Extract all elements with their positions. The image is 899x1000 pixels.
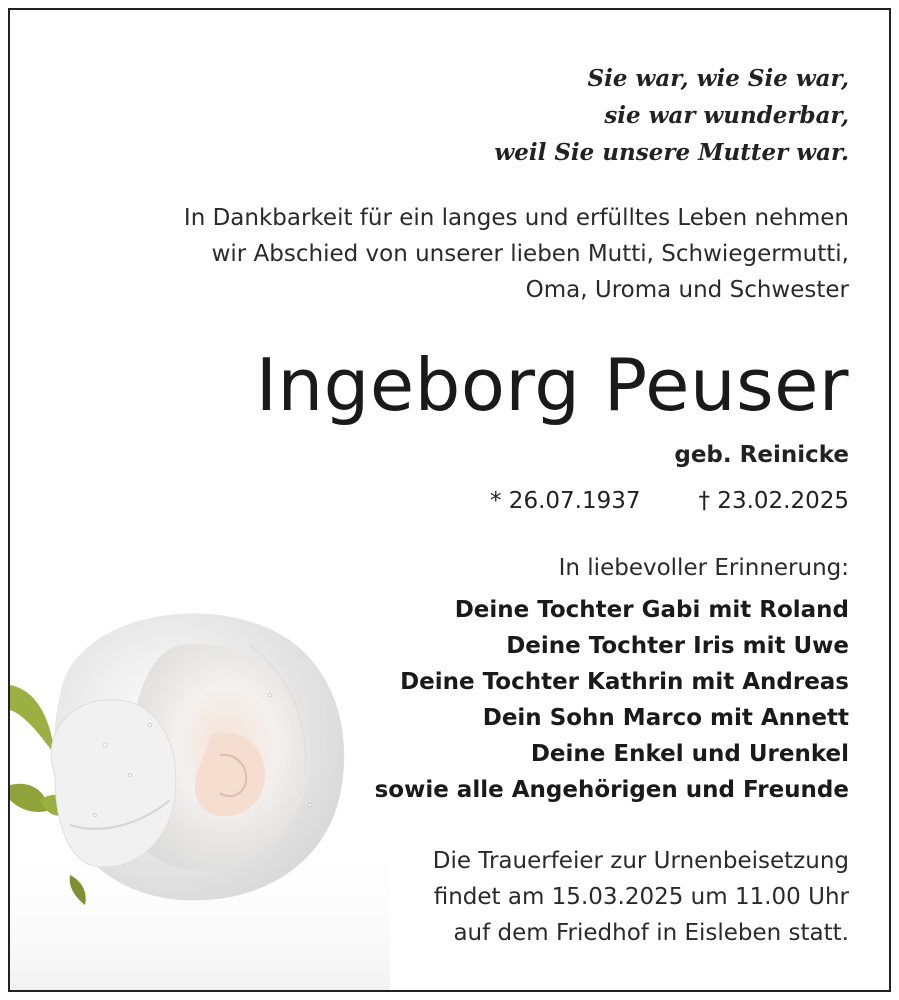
white-rose-icon: [10, 585, 390, 990]
intro-text: [184, 200, 849, 308]
mourner-line: Deine Tochter Gabi mit Roland: [454, 597, 849, 623]
mourner-line: sowie alle Angehörigen und Freunde: [374, 777, 849, 803]
funeral-line: auf dem Friedhof in Eisleben statt.: [453, 920, 849, 946]
mourner-line: Dein Sohn Marco mit Annett: [482, 705, 849, 731]
death-date: † 23.02.2025: [698, 488, 849, 514]
deceased-name: Ingeborg Peuser: [255, 343, 849, 427]
poem-line: weil Sie unsere Mutter war.: [494, 139, 849, 166]
funeral-info: [433, 843, 849, 951]
obituary-card: [8, 8, 891, 992]
memory-intro: In liebevoller Erinnerung:: [558, 555, 849, 581]
funeral-line: findet am 15.03.2025 um 11.00 Uhr: [433, 884, 849, 910]
poem-line: Sie war, wie Sie war,: [587, 65, 849, 92]
intro-line: In Dankbarkeit für ein langes und erfülltes Leben nehmen: [183, 205, 849, 231]
maiden-name: geb. Reinicke: [674, 442, 849, 468]
poem: [494, 60, 849, 171]
life-dates: [490, 488, 849, 514]
mourners-list: [375, 592, 849, 808]
mourner-line: Deine Tochter Iris mit Uwe: [506, 633, 849, 659]
poem-line: sie war wunderbar,: [604, 102, 849, 129]
funeral-line: Die Trauerfeier zur Urnenbeisetzung: [432, 848, 849, 874]
intro-line: wir Abschied von unserer lieben Mutti, Schwiegermutti,: [211, 241, 849, 267]
mourner-line: Deine Tochter Kathrin mit Andreas: [400, 669, 849, 695]
birth-date: * 26.07.1937: [490, 488, 641, 514]
mourner-line: Deine Enkel und Urenkel: [530, 741, 849, 767]
intro-line: Oma, Uroma und Schwester: [525, 277, 849, 303]
